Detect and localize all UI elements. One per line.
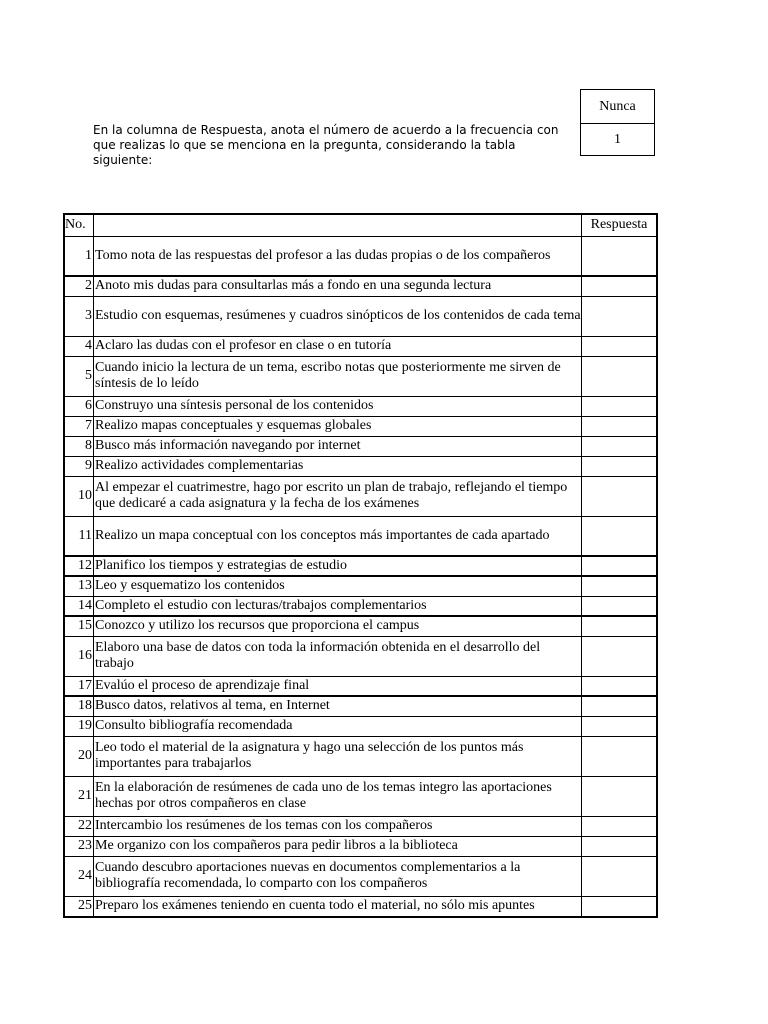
question-text: Construyo una síntesis personal de los contenidos [94, 396, 582, 416]
column-header-response: Respuesta [582, 214, 658, 236]
instructions-text: En la columna de Respuesta, anota el número de acuerdo a la frecuencia con que realizas lo que se menciona en la pregunta, considerando la tabla siguiente: [93, 123, 559, 167]
question-number: 21 [64, 776, 94, 816]
question-number: 24 [64, 856, 94, 896]
table-row [64, 776, 657, 816]
question-number: 2 [64, 276, 94, 296]
question-text: Intercambio los resúmenes de los temas con los compañeros [94, 816, 582, 836]
table-row [64, 516, 657, 556]
table-row [64, 716, 657, 736]
question-number: 11 [64, 516, 94, 556]
response-cell[interactable] [582, 556, 658, 576]
response-cell[interactable] [582, 236, 658, 276]
response-cell[interactable] [582, 696, 658, 716]
response-cell[interactable] [582, 596, 658, 616]
question-text: Al empezar el cuatrimestre, hago por escrito un plan de trabajo, reflejando el tiempo que dedicaré a cada asignatura y la fecha de los exámenes [94, 476, 582, 516]
table-row [64, 456, 657, 476]
table-row [64, 396, 657, 416]
table-row [64, 856, 657, 896]
question-number: 15 [64, 616, 94, 636]
table-row [64, 736, 657, 776]
question-text: Aclaro las dudas con el profesor en clase o en tutoría [94, 336, 582, 356]
question-text: Realizo actividades complementarias [94, 456, 582, 476]
response-cell[interactable] [582, 476, 658, 516]
question-text: Cuando inicio la lectura de un tema, escribo notas que posteriormente me sirven de síntesis de lo leído [94, 356, 582, 396]
response-cell[interactable] [582, 276, 658, 296]
question-number: 19 [64, 716, 94, 736]
response-cell[interactable] [582, 716, 658, 736]
response-cell[interactable] [582, 436, 658, 456]
question-number: 17 [64, 676, 94, 696]
question-number: 1 [64, 236, 94, 276]
questionnaire-table [63, 213, 658, 918]
question-text: Realizo un mapa conceptual con los conceptos más importantes de cada apartado [94, 516, 582, 556]
table-row [64, 296, 657, 336]
question-number: 16 [64, 636, 94, 676]
question-number: 22 [64, 816, 94, 836]
table-row [64, 336, 657, 356]
table-row [64, 696, 657, 716]
response-cell[interactable] [582, 736, 658, 776]
response-cell[interactable] [582, 416, 658, 436]
question-text: Leo y esquematizo los contenidos [94, 576, 582, 596]
response-cell[interactable] [582, 616, 658, 636]
response-cell[interactable] [582, 456, 658, 476]
response-cell[interactable] [582, 676, 658, 696]
table-row [64, 596, 657, 616]
question-text: Anoto mis dudas para consultarlas más a fondo en una segunda lectura [94, 276, 582, 296]
question-number: 14 [64, 596, 94, 616]
question-text: Estudio con esquemas, resúmenes y cuadros sinópticos de los contenidos de cada tema [94, 296, 582, 336]
question-number: 4 [64, 336, 94, 356]
question-text: Evalúo el proceso de aprendizaje final [94, 676, 582, 696]
question-number: 6 [64, 396, 94, 416]
table-header-row [64, 214, 657, 236]
table-row [64, 896, 657, 917]
response-cell[interactable] [582, 396, 658, 416]
response-cell[interactable] [582, 516, 658, 556]
question-text: Me organizo con los compañeros para pedir libros a la biblioteca [94, 836, 582, 856]
column-header-statement [94, 214, 582, 236]
table-row [64, 416, 657, 436]
scale-value: 1 [581, 123, 654, 155]
question-number: 10 [64, 476, 94, 516]
table-row [64, 436, 657, 456]
question-text: Realizo mapas conceptuales y esquemas globales [94, 416, 582, 436]
question-text: Elaboro una base de datos con toda la información obtenida en el desarrollo del trabajo [94, 636, 582, 676]
response-cell[interactable] [582, 296, 658, 336]
question-number: 20 [64, 736, 94, 776]
question-text: Cuando descubro aportaciones nuevas en documentos complementarios a la bibliografía recomendada, lo comparto con los compañeros [94, 856, 582, 896]
table-row [64, 276, 657, 296]
question-number: 7 [64, 416, 94, 436]
question-text: Leo todo el material de la asignatura y hago una selección de los puntos más importantes para trabajarlos [94, 736, 582, 776]
response-cell[interactable] [582, 896, 658, 917]
table-row [64, 236, 657, 276]
table-row [64, 356, 657, 396]
frequency-scale-table [580, 89, 655, 156]
question-text: Consulto bibliografía recomendada [94, 716, 582, 736]
table-row [64, 616, 657, 636]
question-text: Tomo nota de las respuestas del profesor a las dudas propias o de los compañeros [94, 236, 582, 276]
question-text: En la elaboración de resúmenes de cada uno de los temas integro las aportaciones hechas por otros compañeros en clase [94, 776, 582, 816]
response-cell[interactable] [582, 816, 658, 836]
response-cell[interactable] [582, 336, 658, 356]
question-number: 3 [64, 296, 94, 336]
column-header-no: No. [64, 214, 94, 236]
response-cell[interactable] [582, 776, 658, 816]
scale-label: Nunca [599, 99, 636, 114]
response-cell[interactable] [582, 856, 658, 896]
table-row [64, 576, 657, 596]
table-row [64, 816, 657, 836]
question-number: 25 [64, 896, 94, 917]
question-text: Busco datos, relativos al tema, en Internet [94, 696, 582, 716]
question-number: 23 [64, 836, 94, 856]
question-text: Busco más información navegando por internet [94, 436, 582, 456]
question-text: Completo el estudio con lecturas/trabajos complementarios [94, 596, 582, 616]
question-number: 5 [64, 356, 94, 396]
question-number: 9 [64, 456, 94, 476]
question-text: Conozco y utilizo los recursos que proporciona el campus [94, 616, 582, 636]
response-cell[interactable] [582, 636, 658, 676]
response-cell[interactable] [582, 356, 658, 396]
table-row [64, 476, 657, 516]
question-text: Planifico los tiempos y estrategias de estudio [94, 556, 582, 576]
question-number: 12 [64, 556, 94, 576]
table-row [64, 836, 657, 856]
question-text: Preparo los exámenes teniendo en cuenta todo el material, no sólo mis apuntes [94, 896, 582, 917]
response-cell[interactable] [582, 576, 658, 596]
question-number: 8 [64, 436, 94, 456]
question-number: 18 [64, 696, 94, 716]
table-row [64, 676, 657, 696]
question-number: 13 [64, 576, 94, 596]
table-row [64, 556, 657, 576]
response-cell[interactable] [582, 836, 658, 856]
table-row [64, 636, 657, 676]
